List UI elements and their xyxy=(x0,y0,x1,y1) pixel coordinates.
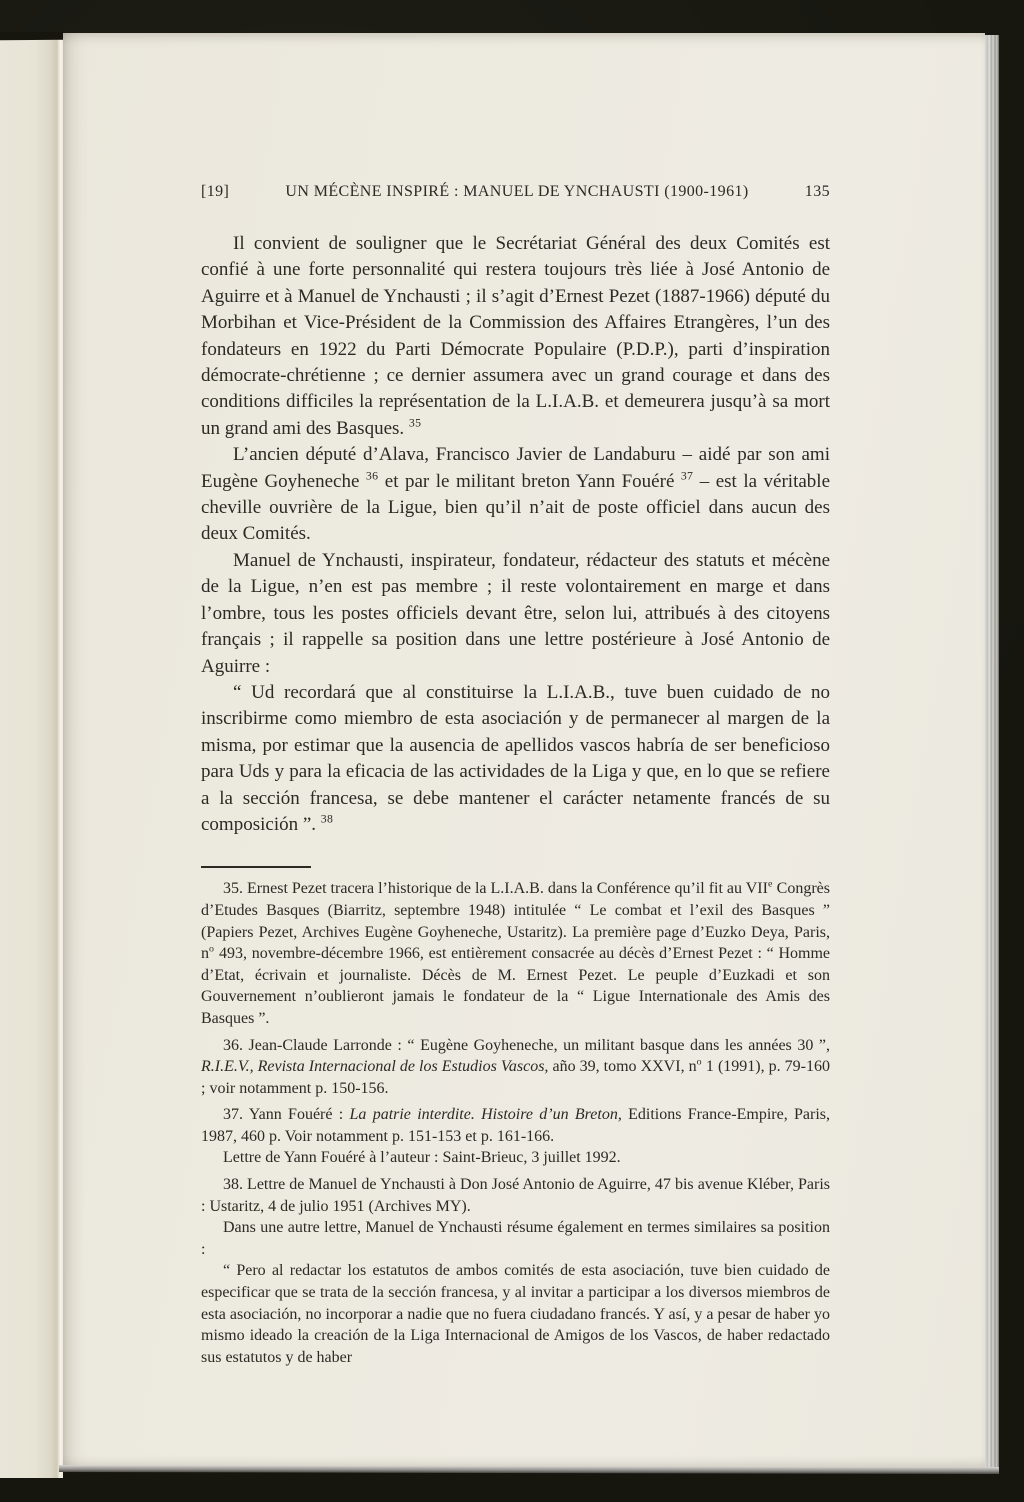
book-page xyxy=(63,33,985,1467)
footnote-38-continuation-1: Dans une autre lettre, Manuel de Ynchausti résume également en termes similaires sa position : xyxy=(201,1219,830,1258)
article-index-marker: [19] xyxy=(201,183,230,200)
footnote-36: 36. Jean-Claude Larronde : “ Eugène Goyheneche, un militant basque dans les années 30 ”, R.I.E.V., Revista Internacional de los Estudios Vascos, año 39, tomo XXVI, $n^o$ 1 (1991), p. 79-160 ; voir notamment p. 150-156. xyxy=(201,1036,831,1097)
facing-page-edge xyxy=(0,38,63,1478)
footnote-38-continuation-2: “ Pero al redactar los estatutos de ambos comités de esta asociación, tuve bien cuidado de especificar que se trata de la sección francesa, y al invitar a participar a los diversos miembros de esta asociación, no incorporar a nadie que no fuera ciudadano francés. Y así, y a pesar de haber yo mismo ideado la creación de la Liga Internacional de Amigos de los Vascos, de haber redactado sus estatutos y de haber xyxy=(201,1262,830,1366)
paragraph-2: L’ancien député d’Alava, Francisco Javier de Landaburu – aidé par son ami Eugène Goyheneche $^{36}$ et par le militant breton Yann Fouéré $^{37}$ – est la véritable cheville ouvrière de la Ligue, bien qu’il n’ait de poste officiel dans aucun des deux Comités. xyxy=(201,444,830,545)
footnote-separator-rule xyxy=(201,866,311,868)
footnotes xyxy=(201,878,830,1368)
paragraph-1: Il convient de souligner que le Secrétariat Général des deux Comités est confié à une forte personnalité qui restera toujours très liée à José Antonio de Aguirre et à Manuel de Ynchausti ; il s’agit d’Ernest Pezet (1887-1966) député du Morbihan et Vice-Président de la Commission des Affaires Etrangères, l’un des fondateurs en 1922 du Parti Démocrate Populaire (P.D.P.), parti d’inspiration démocrate-chrétienne ; ce dernier assumera avec un grand courage et dans des conditions difficiles la représentation de la L.I.A.B. et demeurera jusqu’à sa mort un grand ami des Basques. $^{35}$ xyxy=(201,233,830,439)
running-title: UN MÉCÈNE INSPIRÉ : MANUEL DE YNCHAUSTI (1900-1961) xyxy=(285,183,749,200)
footnote-35: 35. Ernest Pezet tracera l’historique de la L.I.A.B. dans la Conférence qu’il fit au VIIe Congrès d’Etudes Basques (Biarritz, septembre 1948) intitulée “ Le combat et l’exil des Basques ” (Papiers Pezet, Archives Eugène Goyheneche, Ustaritz). La première page d’Euzko Deya, Paris, $n^o$ 493, novembre-décembre 1966, est entièrement consacrée au décès d’Ernest Pezet : “ Homme d’Etat, écrivain et journaliste. Décès de M. Ernest Pezet. Le peuple d’Euzkadi et son Gouvernement n’oublieront jamais le fondateur de la “ Ligue Internationale des Amis des Basques ”. xyxy=(201,879,831,1027)
footnote-38: 38. Lettre de Manuel de Ynchausti à Don José Antonio de Aguirre, 47 bis avenue Kléber, Paris : Ustaritz, 4 de julio 1951 (Archives MY). xyxy=(201,1176,830,1215)
body-text xyxy=(201,231,830,838)
paragraph-4-quote: “ Ud recordará que al constituirse la L.I.A.B., tuve buen cuidado de no inscribirme como miembro de esta asociación y de permanecer al margen de la misma, por estimar que la ausencia de apellidos vascos habría de ser beneficioso para Uds y para la eficacia de las actividades de la Liga y que, en lo que se refiere a la sección francesa, se debe mantener el carácter netamente francés de su composición ”. $^{38}$ xyxy=(201,681,830,835)
page-number: 135 xyxy=(804,183,830,200)
page-content xyxy=(201,183,830,1368)
page-edge-stack-right xyxy=(985,35,999,1467)
paragraph-3: Manuel de Ynchausti, inspirateur, fondateur, rédacteur des statuts et mécène de la Ligue, n’en est pas membre ; il reste volontairement en marge et dans l’ombre, tous les postes officiels devant être, selon lui, attribués à des citoyens français ; il rappelle sa position dans une lettre postérieure à José Antonio de Aguirre : xyxy=(201,549,830,677)
page-edge-stack-bottom xyxy=(59,1465,999,1474)
footnote-37-continuation: Lettre de Yann Fouéré à l’auteur : Saint-Brieuc, 3 juillet 1992. xyxy=(223,1149,621,1167)
footnote-37: 37. Yann Fouéré : La patrie interdite. Histoire d’un Breton, Editions France-Empire, Paris, 1987, 460 p. Voir notamment p. 151-153 et p. 161-166. xyxy=(201,1106,830,1145)
page-header xyxy=(201,183,830,201)
